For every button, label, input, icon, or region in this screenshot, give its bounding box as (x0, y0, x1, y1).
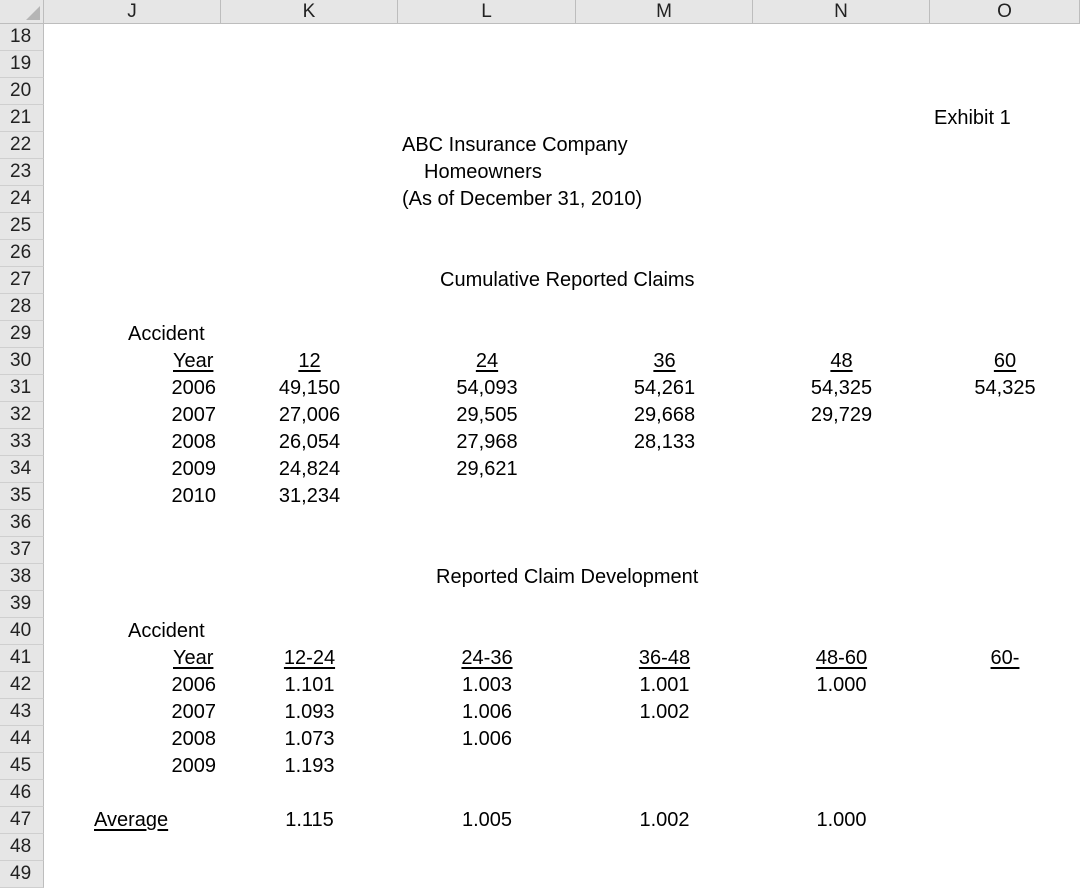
row-header[interactable]: 32 (0, 402, 44, 429)
column-header[interactable]: K (221, 0, 398, 24)
age-header[interactable]: 12 (298, 350, 321, 372)
age-header[interactable]: 60 (993, 350, 1017, 372)
row-header[interactable]: 34 (0, 456, 44, 483)
row-header[interactable]: 38 (0, 564, 44, 591)
row-header[interactable]: 33 (0, 429, 44, 456)
accident-year[interactable]: 2010 (171, 485, 216, 507)
accident-year[interactable]: 2009 (171, 755, 216, 777)
row-header[interactable]: 46 (0, 780, 44, 807)
claim-value[interactable]: 24,824 (278, 458, 341, 480)
claim-value[interactable]: 54,093 (456, 377, 518, 399)
development-factor[interactable]: 1.006 (461, 728, 513, 750)
development-factor[interactable]: 1.002 (639, 701, 690, 723)
accident-year[interactable]: 2008 (171, 431, 216, 453)
exhibit-label[interactable]: Exhibit 1 (934, 107, 1011, 129)
age-interval-header[interactable]: 36-48 (638, 647, 691, 669)
development-section-title[interactable]: Reported Claim Development (436, 566, 699, 588)
claim-value[interactable]: 29,505 (456, 404, 518, 426)
row-header[interactable]: 30 (0, 348, 44, 375)
claim-value[interactable]: 54,325 (974, 377, 1036, 399)
line-of-business[interactable]: Homeowners (424, 161, 542, 183)
row-header[interactable]: 41 (0, 645, 44, 672)
average-label[interactable]: Average (94, 809, 169, 831)
column-header[interactable]: O (930, 0, 1080, 24)
claim-value[interactable]: 27,968 (456, 431, 518, 453)
row-header[interactable]: 39 (0, 591, 44, 618)
claim-value[interactable]: 54,325 (810, 377, 873, 399)
row-header[interactable]: 48 (0, 834, 44, 861)
accident-year[interactable]: 2008 (171, 728, 216, 750)
claim-value[interactable]: 29,729 (810, 404, 873, 426)
accident-year[interactable]: 2009 (171, 458, 216, 480)
accident-year[interactable]: 2007 (171, 404, 216, 426)
claim-value[interactable]: 49,150 (278, 377, 341, 399)
row-header[interactable]: 22 (0, 132, 44, 159)
development-year-label[interactable]: Year (173, 647, 214, 669)
accident-year[interactable]: 2007 (171, 701, 216, 723)
development-factor[interactable]: 1.001 (639, 674, 690, 696)
column-header[interactable]: J (44, 0, 221, 24)
row-header[interactable]: 35 (0, 483, 44, 510)
development-factor[interactable]: 1.193 (284, 755, 335, 777)
development-factor[interactable]: 1.000 (816, 674, 867, 696)
row-header[interactable]: 28 (0, 294, 44, 321)
development-factor[interactable]: 1.093 (284, 701, 335, 723)
row-header[interactable]: 25 (0, 213, 44, 240)
row-header[interactable]: 24 (0, 186, 44, 213)
development-factor[interactable]: 1.073 (284, 728, 335, 750)
row-header[interactable]: 23 (0, 159, 44, 186)
row-header[interactable]: 29 (0, 321, 44, 348)
development-factor[interactable]: 1.101 (284, 674, 335, 696)
average-factor[interactable]: 1.005 (461, 809, 513, 831)
row-header[interactable]: 31 (0, 375, 44, 402)
as-of-date[interactable]: (As of December 31, 2010) (402, 188, 643, 210)
claims-section-title[interactable]: Cumulative Reported Claims (440, 269, 695, 291)
claim-value[interactable]: 28,133 (633, 431, 696, 453)
accident-year[interactable]: 2006 (171, 674, 216, 696)
age-header[interactable]: 48 (830, 350, 853, 372)
row-header[interactable]: 49 (0, 861, 44, 888)
age-header[interactable]: 24 (475, 350, 499, 372)
row-header[interactable]: 43 (0, 699, 44, 726)
development-factor[interactable]: 1.006 (461, 701, 513, 723)
claim-value[interactable]: 54,261 (633, 377, 696, 399)
row-header[interactable]: 36 (0, 510, 44, 537)
row-header[interactable]: 18 (0, 24, 44, 51)
column-header[interactable]: M (576, 0, 753, 24)
age-interval-header[interactable]: 24-36 (461, 647, 513, 669)
average-factor[interactable]: 1.115 (285, 809, 334, 831)
development-accident-label[interactable]: Accident (128, 620, 205, 642)
column-header[interactable]: L (398, 0, 576, 24)
row-header[interactable]: 26 (0, 240, 44, 267)
column-header[interactable]: N (753, 0, 930, 24)
accident-year[interactable]: 2006 (171, 377, 216, 399)
age-interval-header[interactable]: 48-60 (815, 647, 868, 669)
row-header[interactable]: 44 (0, 726, 44, 753)
row-header[interactable]: 37 (0, 537, 44, 564)
company-title[interactable]: ABC Insurance Company (402, 134, 628, 156)
claim-value[interactable]: 29,621 (456, 458, 518, 480)
select-all-corner[interactable] (0, 0, 44, 24)
claim-value[interactable]: 26,054 (278, 431, 341, 453)
select-all-triangle-icon (26, 6, 40, 20)
age-header[interactable]: 36 (653, 350, 676, 372)
average-factor[interactable]: 1.002 (639, 809, 690, 831)
row-header[interactable]: 21 (0, 105, 44, 132)
claim-value[interactable]: 27,006 (278, 404, 341, 426)
age-interval-header[interactable]: 60- (990, 647, 1020, 669)
claim-value[interactable]: 29,668 (633, 404, 696, 426)
row-header[interactable]: 27 (0, 267, 44, 294)
claims-accident-label[interactable]: Accident (128, 323, 205, 345)
row-header[interactable]: 42 (0, 672, 44, 699)
claim-value[interactable]: 31,234 (278, 485, 341, 507)
development-factor[interactable]: 1.003 (461, 674, 513, 696)
row-header[interactable]: 19 (0, 51, 44, 78)
claims-year-label[interactable]: Year (173, 350, 214, 372)
row-header[interactable]: 45 (0, 753, 44, 780)
age-interval-header[interactable]: 12-24 (283, 647, 336, 669)
row-header[interactable]: 40 (0, 618, 44, 645)
row-header[interactable]: 20 (0, 78, 44, 105)
row-header[interactable]: 47 (0, 807, 44, 834)
average-factor[interactable]: 1.000 (816, 809, 867, 831)
